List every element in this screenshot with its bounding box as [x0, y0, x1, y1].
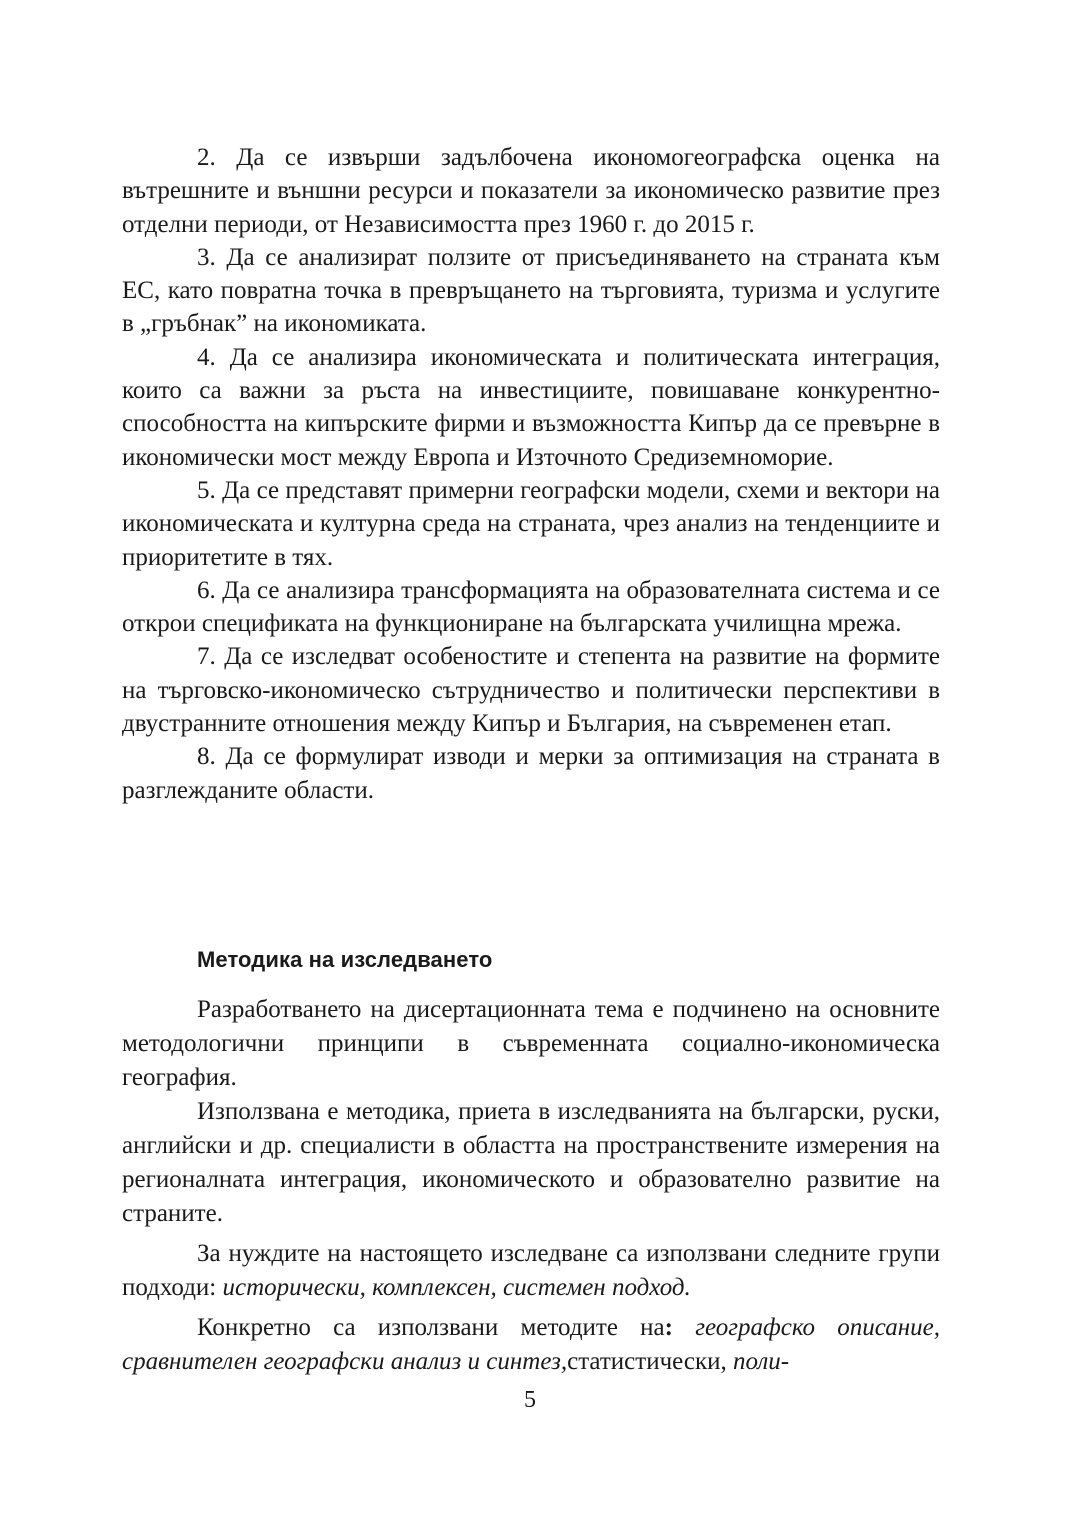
task-paragraph: 2. Да се извърши задълбочена икономогеографска оценка на вътрешните и външни ресурси и показатели за икономическо развитие през отделни периоди, от Независимостта през 1960 г. до 2015 г. [122, 144, 940, 238]
approaches-intro: За нуждите на настоящето изследване са използвани следните групи подходи: [122, 1240, 940, 1301]
approaches-paragraph [122, 1237, 940, 1305]
methodology-paragraph: Разработването на дисертационната тема е подчинено на основните методологични принципи в съвременната социално-икономическа география. [122, 996, 940, 1091]
task-paragraph: 3. Да се анализират ползите от присъединяването на страната към ЕС, като повратна точка в превръщането на търговията, туризма и услугите в „гръбнак” на икономиката. [122, 243, 940, 338]
task-paragraph: 5. Да се представят примерни географски модели, схеми и вектори на икономическата и културна среда на страната, чрез анализ на тенденциите и приоритетите в тях. [122, 476, 940, 571]
task-paragraph: 8. Да се формулират изводи и мерки за оптимизация на страната в разглежданите области. [122, 743, 940, 804]
page-number: 5 [524, 1387, 536, 1413]
methods-italic: географско описание, сравнителен географски анализ и синтез, [122, 1314, 940, 1375]
methods-colon: : [664, 1314, 673, 1341]
task-paragraph: 4. Да се анализира икономическата и политическата интеграция, които са важни за ръста на инвестициите, повишаване конкурентноспособността на кипърските фирми и възможността Кипър да се превърне в икономически мост между Европа и Източното Средиземноморие. [122, 343, 940, 471]
methods-regular: статистически [567, 1348, 721, 1375]
methods-paragraph [122, 1311, 940, 1379]
task-paragraph: 7. Да се изследват особеностите и степента на развитие на формите на търговско-икономическо сътрудничество и политически перспективи в двустранните отношения между Кипър и България, на съвременен етап. [122, 643, 940, 738]
methods-intro: Конкретно са използвани методите на [197, 1314, 665, 1341]
methods-italic-end: поли- [733, 1348, 790, 1375]
research-tasks-list [122, 141, 940, 807]
task-paragraph: 6. Да се анализира трансформацията на образователната система и се открои спецификата на функциониране на българската училищна мрежа. [122, 576, 940, 638]
methodology-section [122, 993, 940, 1379]
methodology-paragraph: Използвана е методика, приета в изследванията на български, руски, английски и др. специалисти в областта на пространствените измерения на регионалната интеграция, икономическото и образователно развитие на страните. [122, 1098, 940, 1227]
approaches-list: исторически, комплексен, системен подход. [222, 1274, 691, 1301]
methods-separator: , [720, 1348, 733, 1375]
section-heading: Методика на изследването [197, 947, 493, 972]
